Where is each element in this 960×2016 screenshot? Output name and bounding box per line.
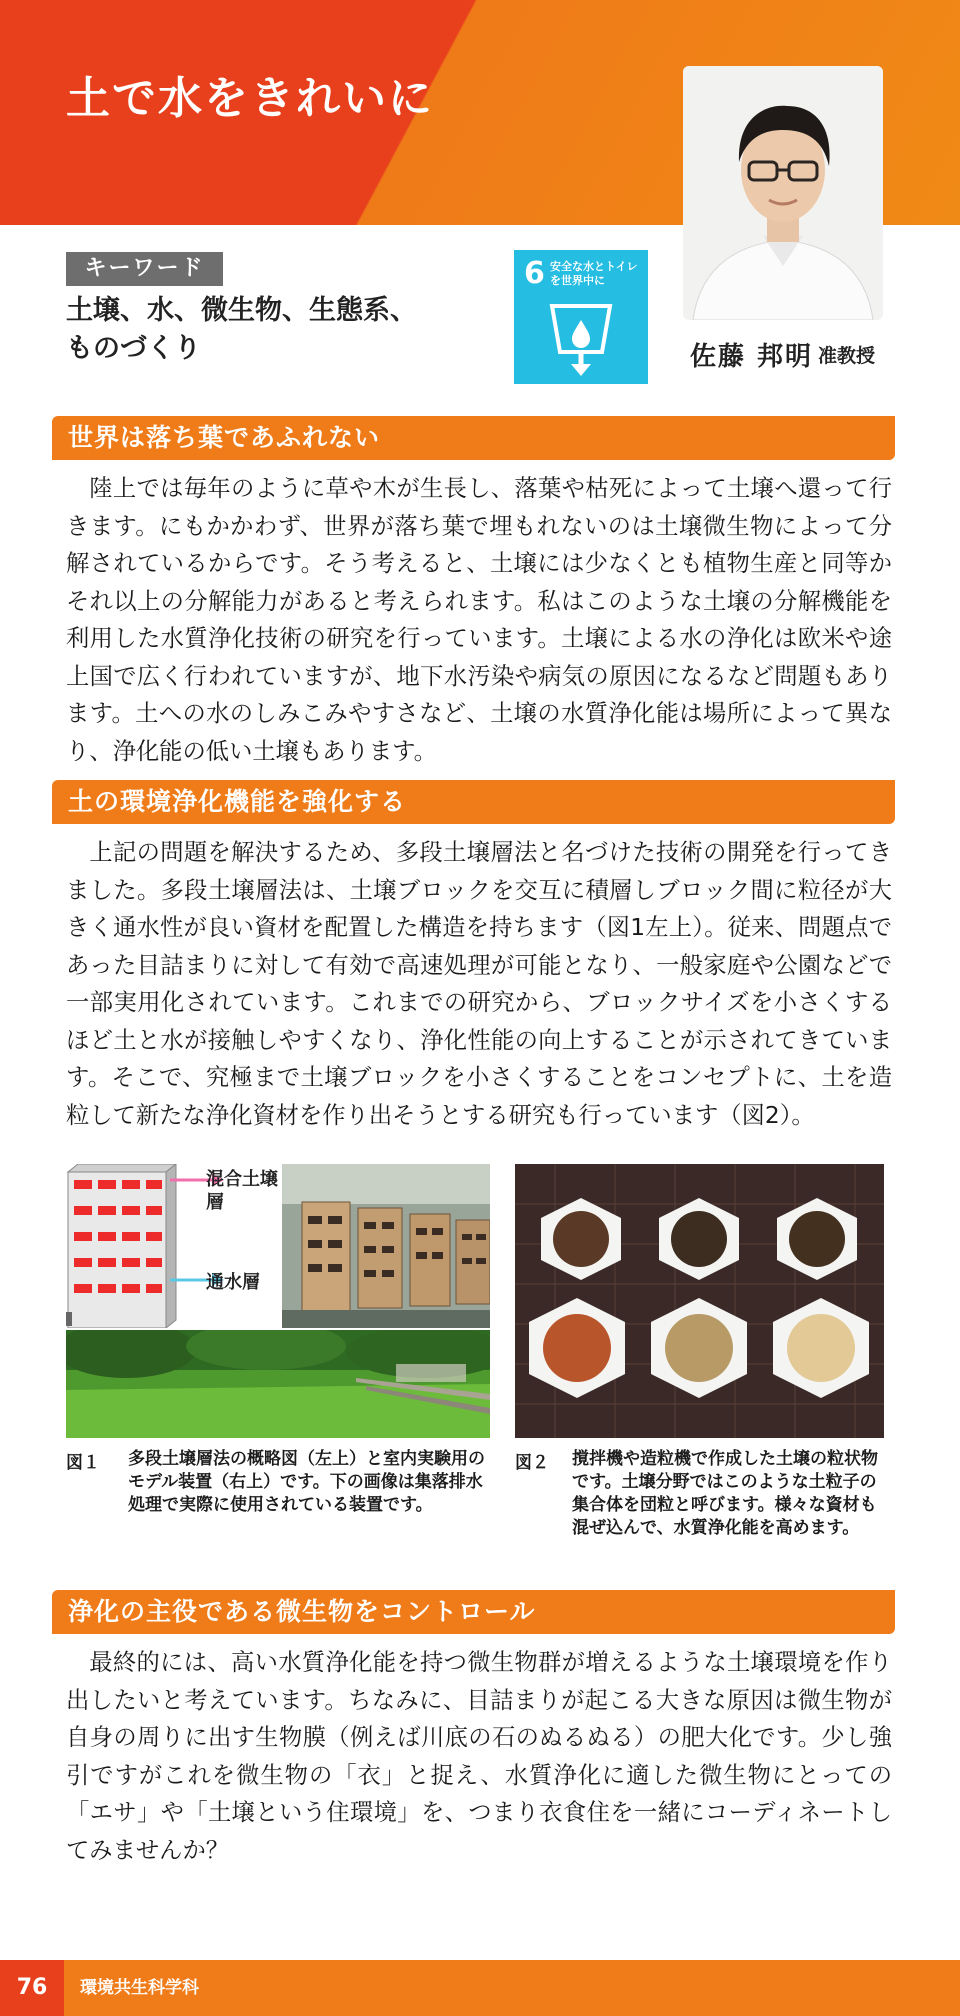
keyword-list: 土壌、水、微生物、生態系、ものづくり xyxy=(66,295,417,364)
sdg-goal-text: 安全な水とトイレを世界中に xyxy=(550,260,638,287)
author-name: 佐藤 邦明 xyxy=(690,342,814,372)
figure1-field-photo xyxy=(66,1330,490,1438)
sdg-number: 6 xyxy=(524,256,545,291)
diagram-label-mixed-soil: 混合土壌層 xyxy=(206,1169,278,1213)
section-body-2: 上記の問題を解決するため、多段土壌層法と名づけた技術の開発を行ってきました。多段土壌層法は、土壌ブロックを交互に積層しブロック間に粒径が大きく通水性が良い資材を配置した構造を持ちます（図1左上）。従来、問題点であった目詰まりに対して有効で高速処理が可能となり、一般家庭や公園などで一部実用化されています。これまでの研究から、ブロックサイズを小さくするほど土と水が接触しやすくなり、浄化性能の向上することが示されてきています。そこで、究極まで土壌ブロックを小さくすることをコンセプトに、土を造粒して新たな浄化資材を作り出そうとする研究も行っています（図2）。 xyxy=(66,839,892,1129)
section-heading-text: 浄化の主役である微生物をコントロール xyxy=(68,1597,536,1626)
diagram-label-permeable: 通水層 xyxy=(206,1272,260,1293)
sdg-6-badge xyxy=(514,250,648,384)
keyword-label: キーワード xyxy=(66,252,223,286)
figure1-diagram xyxy=(66,1164,280,1328)
figure2-granules-photo xyxy=(515,1164,884,1438)
footer-band xyxy=(0,1960,960,2016)
water-glass-icon xyxy=(544,302,618,378)
figure1-lab-model-photo xyxy=(282,1164,490,1328)
page-title: 土で水をきれいに xyxy=(66,73,434,124)
section-body-3: 最終的には、高い水質浄化能を持つ微生物群が増えるような土壌環境を作り出したいと考えています。ちなみに、目詰まりが起こる大きな原因は微生物が自身の周りに出す生物膜（例えば川底の石のぬるぬる）の肥大化です。少し強引ですがこれを微生物の「衣」と捉え、水質浄化に適した微生物にとっての「エサ」や「土壌という住環境」を、つまり衣食住を一緒にコーディネートしてみませんか？ xyxy=(66,1649,892,1864)
department-name: 環境共生科学科 xyxy=(80,1978,199,1998)
author-title: 准教授 xyxy=(818,345,876,367)
section-heading-text: 世界は落ち葉であふれない xyxy=(68,423,381,452)
section-heading-3 xyxy=(52,1590,895,1634)
portrait-image xyxy=(683,66,883,320)
section-body-1: 陸上では毎年のように草や木が生長し、落葉や枯死によって土壌へ還って行きます。にもかかわず、世界が落ち葉で埋もれないのは土壌微生物によって分解されているからです。そう考えると、土壌には少なくとも植物生産と同等かそれ以上の分解能力があると考えられます。私はこのような土壌の分解機能を利用した水質浄化技術の研究を行っています。土壌による水の浄化は欧米や途上国で広く行われていますが、地下水汚染や病気の原因になるなど問題もあります。土への水のしみこみやすさなど、土壌の水質浄化能は場所によって異なり、浄化能の低い土壌もあります。 xyxy=(66,475,892,765)
section-heading-text: 土の環境浄化機能を強化する xyxy=(68,787,407,816)
page-number: 76 xyxy=(0,1960,64,2016)
section-heading-2 xyxy=(52,780,895,824)
figure2-caption-label: 図２ xyxy=(515,1453,549,1473)
figure1-caption: 多段土壌層法の概略図（左上）と室内実験用のモデル装置（右上）です。下の画像は集落排水処理で実際に使用されている装置です。 xyxy=(128,1449,485,1515)
figure2-caption: 撹拌機や造粒機で作成した土壌の粒状物です。土壌分野ではこのような土粒子の集合体を団粒と呼びます。様々な資材も混ぜ込んで、水質浄化能を高めます。 xyxy=(572,1449,878,1538)
section-heading-1 xyxy=(52,416,895,460)
figure1-caption-label: 図１ xyxy=(66,1453,100,1473)
author-photo xyxy=(683,66,883,320)
